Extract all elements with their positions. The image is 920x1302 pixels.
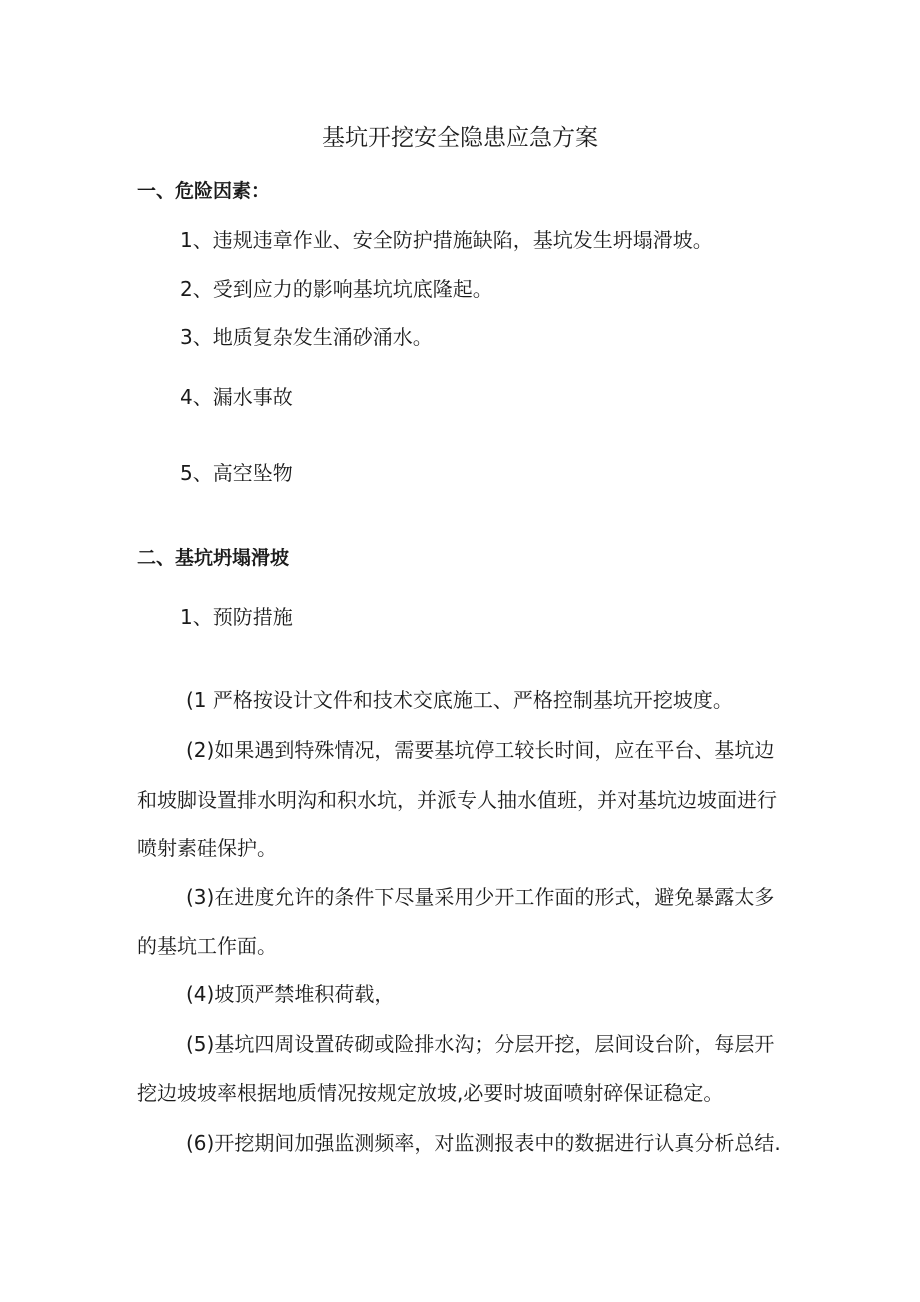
measure-line: 的基坑工作面。 bbox=[137, 934, 277, 958]
measure-line: (1 严格按设计文件和技术交底施工、严格控制基坑开挖坡度。 bbox=[186, 688, 733, 712]
measure-line: (2)如果遇到特殊情况，需要基坑停工较长时间，应在平台、基坑边 bbox=[186, 738, 775, 762]
measure-line: 和坡脚设置排水明沟和积水坑，并派专人抽水值班，并对基坑边坡面进行 bbox=[137, 788, 777, 812]
measure-line: (4)坡顶严禁堆积荷载， bbox=[186, 982, 395, 1006]
document-title: 基坑开挖安全隐患应急方案 bbox=[322, 125, 598, 151]
hazard-item: 2、受到应力的影响基坑坑底隆起。 bbox=[180, 277, 493, 301]
hazard-item: 1、违规违章作业、安全防护措施缺陷，基坑发生坍塌滑坡。 bbox=[180, 228, 713, 252]
hazard-item: 4、漏水事故 bbox=[180, 385, 293, 409]
measure-line: (5)基坑四周设置砖砌或险排水沟；分层开挖，层间设台阶，每层开 bbox=[186, 1032, 775, 1056]
section-heading-collapse: 二、基坑坍塌滑坡 bbox=[137, 547, 290, 569]
subheading-prevention: 1、预防措施 bbox=[180, 605, 293, 629]
measure-line: (3)在进度允许的条件下尽量采用少开工作面的形式，避免暴露太多 bbox=[186, 885, 775, 909]
hazard-item: 3、地质复杂发生涌砂涌水。 bbox=[180, 325, 433, 349]
measure-line: (6)开挖期间加强监测频率，对监测报表中的数据进行认真分析总结. bbox=[186, 1131, 781, 1155]
measure-line: 挖边坡坡率根据地质情况按规定放坡,必要时坡面喷射碎保证稳定。 bbox=[137, 1081, 724, 1105]
section-heading-hazards: 一、危险因素： bbox=[137, 180, 271, 202]
measure-line: 喷射素硅保护。 bbox=[137, 836, 277, 860]
hazard-item: 5、高空坠物 bbox=[180, 461, 293, 485]
